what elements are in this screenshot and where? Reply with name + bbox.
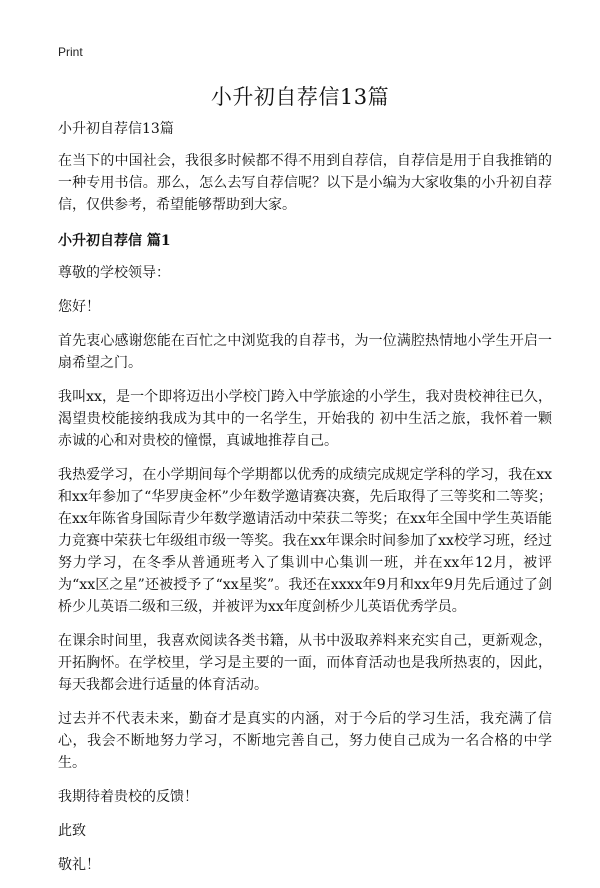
body-paragraph: 我热爱学习，在小学期间每个学期都以优秀的成绩完成规定学科的学习，我在xx和xx年参加了“华罗庚金杯”少年数学邀请赛决赛，先后取得了三等奖和二等奖；在xx年陈省身国际青少年数学邀请活动中荣获二等奖；在xx年全国中学生英语能力竞赛中荣获七年级组市级一等奖。我在xx年课余时间参加了xx校学习班，经过努力学习，在冬季从普通班考入了集训中心集训一班，并在xx年12月，被评为“xx区之星”还被授予了“xx星奖”。我还在xxxx年9月和xx年9月先后通过了剑桥少儿英语二级和三级，并被评为xx年度剑桥少儿英语优秀学员。 [58, 467, 552, 615]
body-paragraph: 首先衷心感谢您能在百忙之中浏览我的自荐书，为一位满腔热情地小学生开启一扇希望之门。 [58, 333, 552, 371]
closing-salutation: 此致 [58, 823, 86, 839]
intro-paragraph: 在当下的中国社会，我很多时候都不得不用到自荐信，自荐信是用于自我推销的一种专用书信。那么，怎么去写自荐信呢？以下是小编为大家收集的小升初自荐信，仅供参考，希望能够帮助到大家。 [58, 153, 552, 213]
document-body [58, 118, 552, 888]
document-title: 小升初自荐信13篇 [210, 85, 390, 109]
closing-regards: 敬礼！ [58, 857, 100, 873]
section-heading: 小升初自荐信 篇1 [58, 233, 171, 249]
print-label: Print [58, 45, 83, 59]
body-paragraph: 我叫xx，是一个即将迈出小学校门跨入中学旅途的小学生，我对贵校神往已久，渴望贵校能接纳我成为其中的一名学生，开始我的 初中生活之旅，我怀着一颗赤诚的心和对贵校的憧憬，真诚地推荐自己。 [58, 389, 552, 449]
body-paragraph: 在课余时间里，我喜欢阅读各类书籍，从书中汲取养料来充实自己，更新观念，开拓胸怀。在学校里，学习是主要的一面，而体育活动也是我所热衷的，因此，每天我都会进行适量的体育活动。 [58, 633, 552, 693]
closing-line: 我期待着贵校的反馈！ [58, 789, 198, 805]
body-paragraph: 过去并不代表未来，勤奋才是真实的内涵，对于今后的学习生活，我充满了信心，我会不断地努力学习，不断地完善自己，努力使自己成为一名合格的中学生。 [58, 711, 552, 771]
salutation: 尊敬的学校领导： [58, 265, 170, 281]
document-subtitle: 小升初自荐信13篇 [58, 121, 174, 137]
greeting: 您好！ [58, 299, 100, 315]
